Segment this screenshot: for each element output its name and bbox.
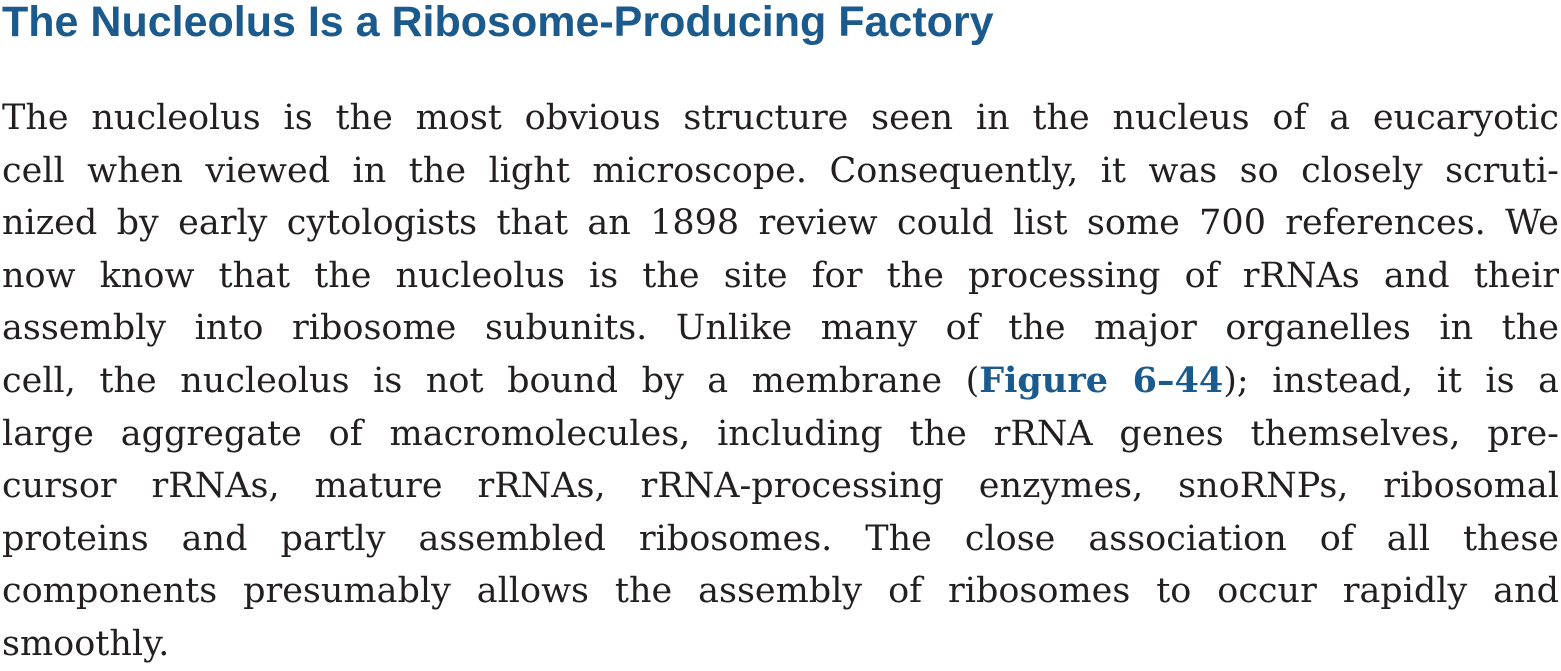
paragraph-line: assembly into ribosome subunits. Unlike many of the major organelles in the xyxy=(2,308,1559,349)
body-paragraph xyxy=(2,92,1559,671)
paragraph-text-segment: ); instead, it is a xyxy=(1223,360,1559,401)
paragraph-line: components presumably allows the assembly of ribosomes to occur rapidly and xyxy=(2,571,1559,612)
paragraph-line xyxy=(2,355,1559,408)
section-heading: The Nucleolus Is a Ribosome-Producing Factory xyxy=(2,0,994,46)
paragraph-line: cursor rRNAs, mature rRNAs, rRNA-processing enzymes, snoRNPs, ribosomal xyxy=(2,466,1559,507)
paragraph-line: smoothly. xyxy=(2,623,170,664)
paragraph-line: large aggregate of macromolecules, including the rRNA genes themselves, pre- xyxy=(2,413,1559,454)
paragraph-line: now know that the nucleolus is the site for the processing of rRNAs and their xyxy=(2,255,1559,296)
figure-reference-link[interactable]: Figure 6–44 xyxy=(979,359,1224,401)
paragraph-line: nized by early cytologists that an 1898 review could list some 700 references. We xyxy=(2,203,1559,244)
paragraph-line: proteins and partly assembled ribosomes. The close association of all these xyxy=(2,518,1559,559)
paragraph-line: cell when viewed in the light microscope. Consequently, it was so closely scruti- xyxy=(2,150,1559,191)
paragraph-line: The nucleolus is the most obvious structure seen in the nucleus of a eucaryotic xyxy=(2,98,1559,138)
paragraph-text-segment: cell, the nucleolus is not bound by a membrane ( xyxy=(2,360,980,401)
